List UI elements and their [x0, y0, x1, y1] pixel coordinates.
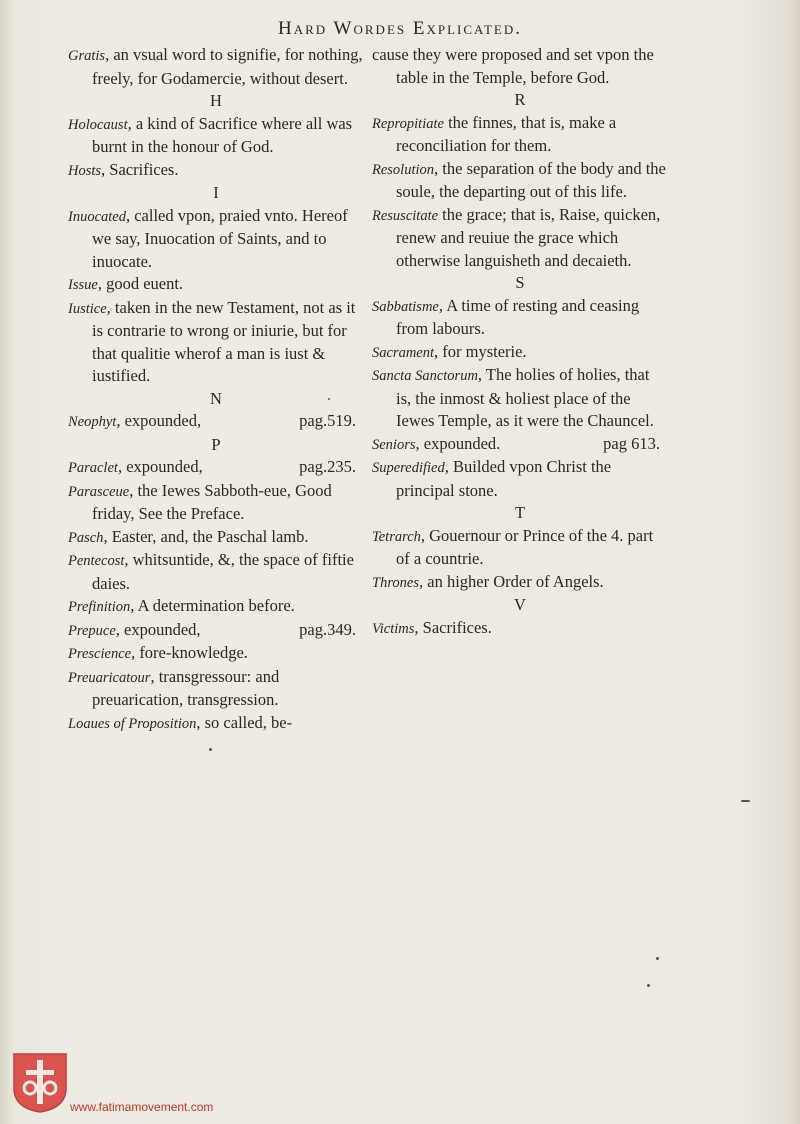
glossary-entry: [68, 273, 364, 297]
ink-speck: [647, 984, 650, 987]
glossary-entry: [68, 410, 364, 434]
glossary-term: Prescience: [68, 646, 132, 662]
right-column: [372, 44, 668, 640]
glossary-term: Prefinition: [68, 599, 131, 615]
glossary-definition: , expounded.: [415, 433, 501, 453]
section-letter: N: [210, 388, 222, 408]
section-letter: V: [514, 595, 526, 614]
glossary-definition: , Easter, and, the Paschal lamb.: [103, 526, 309, 546]
glossary-entry: [68, 595, 364, 619]
glossary-entry: [68, 619, 364, 643]
fatima-logo-icon: [12, 1052, 68, 1114]
glossary-entry: [68, 549, 364, 595]
glossary-entry: [68, 113, 364, 159]
ink-speck: [328, 398, 330, 400]
section-letter: H: [210, 91, 222, 110]
glossary-entry: [372, 204, 668, 273]
glossary-term: Seniors: [372, 436, 416, 453]
glossary-term: Prepuce: [68, 622, 116, 639]
glossary-entry: [372, 617, 668, 641]
glossary-entry: [372, 433, 668, 457]
glossary-definition: , the separation of the body and the soule, the departing out of this life.: [396, 158, 666, 201]
section-letter: I: [213, 183, 219, 202]
page-reference: pag.349.: [299, 619, 356, 639]
section-letter: S: [515, 273, 525, 292]
glossary-definition: , an higher Order of Angels.: [419, 571, 604, 591]
glossary-entry: [68, 456, 364, 480]
glossary-term: Parasceue: [68, 483, 130, 500]
glossary-definition: , called vpon, praied vnto. Hereof we say, Inuocation of Saints, and to inuocate.: [92, 205, 348, 271]
glossary-entry: [68, 480, 364, 526]
left-column: [68, 44, 364, 735]
glossary-term: Paraclet: [68, 460, 118, 476]
glossary-entry: [68, 712, 364, 736]
glossary-entry: [372, 341, 668, 365]
glossary-entry: [372, 158, 668, 204]
ink-speck: [656, 957, 659, 960]
glossary-term: Gratis: [68, 48, 106, 64]
glossary-definition: , expounded,: [115, 619, 201, 639]
glossary-definition: , a kind of Sacrifice where all was burnt in the honour of God.: [92, 113, 353, 156]
glossary-definition: , A determination before.: [130, 596, 295, 615]
glossary-term: Superedified: [372, 460, 445, 476]
glossary-term: Resolution: [372, 161, 435, 178]
glossary-term: Hosts: [68, 162, 102, 179]
page-reference: pag.519.: [299, 411, 356, 430]
glossary-definition: , Builded vpon Christ the principal stone.: [396, 457, 612, 500]
ink-speck: [209, 748, 212, 751]
glossary-definition: , A time of resting and ceasing from labours.: [396, 295, 640, 338]
glossary-entry: [372, 364, 668, 433]
glossary-term: Neophyt: [68, 414, 117, 430]
glossary-term: Inuocated: [68, 208, 126, 225]
glossary-term: Pasch: [68, 529, 104, 546]
glossary-definition: , for mysterie.: [434, 341, 527, 361]
glossary-entry: [372, 456, 668, 502]
glossary-definition: , taken in the new Testament, not as it is contrarie to wrong or iniurie, but for that qualitie wherof a man is iust & iustified.: [92, 297, 356, 385]
glossary-term: Pentecost: [68, 553, 125, 569]
watermark-link[interactable]: www.fatimamovement.com: [70, 1100, 214, 1114]
glossary-definition: , an vsual word to signifie, for nothing, freely, for Godamercie, without desert.: [92, 45, 363, 88]
glossary-term: Loaues of Proposition: [68, 715, 197, 732]
glossary-entry: [372, 44, 668, 89]
glossary-definition: , expounded,: [117, 457, 203, 476]
glossary-term: Repropitiate: [372, 115, 444, 132]
section-letter: P: [211, 434, 221, 454]
section-letter: T: [514, 503, 526, 522]
glossary-entry: [372, 295, 668, 341]
glossary-definition: , Gouernour or Prince of the 4. part of a countrie.: [396, 525, 654, 568]
glossary-definition: cause they were proposed and set vpon the table in the Temple, before God.: [372, 45, 654, 87]
glossary-entry: [372, 571, 668, 595]
glossary-term: Sacrament: [372, 344, 435, 361]
glossary-entry: [68, 642, 364, 666]
glossary-term: Resuscitate: [372, 207, 439, 224]
glossary-term: Tetrarch: [372, 528, 421, 545]
glossary-definition: , good euent.: [97, 274, 184, 293]
glossary-term: Sancta Sanctorum: [372, 368, 478, 384]
glossary-definition: , so called, be-: [196, 712, 293, 732]
glossary-definition: , fore-knowledge.: [131, 643, 248, 662]
glossary-entry: [68, 666, 364, 712]
glossary-term: Iustice: [68, 300, 107, 317]
glossary-definition: , Sacrifices.: [101, 159, 179, 179]
glossary-term: Thrones: [372, 574, 419, 591]
glossary-definition: , The holies of holies, that is, the inmost & holiest place of the Iewes Temple, as it were the Chauncel.: [396, 365, 654, 430]
glossary-term: Holocaust: [68, 116, 128, 133]
glossary-entry: [68, 159, 364, 183]
glossary-definition: , transgressour: and preuarication, transgression.: [92, 666, 280, 709]
glossary-entry: [372, 112, 668, 158]
glossary-entry: [68, 44, 364, 90]
glossary-definition: , Sacrifices.: [414, 617, 492, 637]
glossary-entry: [372, 525, 668, 571]
ink-speck: [741, 800, 750, 802]
glossary-term: Issue: [68, 277, 98, 293]
glossary-definition: , the Iewes Sabboth-eue, Good friday, See the Preface.: [92, 480, 332, 523]
glossary-term: Preuaricatour: [68, 669, 151, 686]
glossary-definition: , expounded,: [116, 411, 202, 430]
glossary-definition: , whitsuntide, &, the space of fiftie daies.: [92, 550, 354, 593]
section-letter: R: [514, 90, 526, 109]
glossary-definition: the finnes, that is, make a reconciliation for them.: [396, 112, 617, 155]
glossary-term: Sabbatisme: [372, 298, 439, 315]
page-reference: pag.235.: [299, 457, 356, 476]
page-header: Hard Wordes Explicated.: [277, 18, 522, 39]
page-reference: pag 613.: [603, 433, 660, 453]
glossary-term: Victims: [372, 620, 415, 637]
glossary-entry: [68, 205, 364, 274]
glossary-entry: [68, 526, 364, 550]
glossary-definition: the grace; that is, Raise, quicken, renew and reuiue the grace which otherwise languisheth and decaieth.: [396, 204, 661, 270]
glossary-entry: [68, 297, 364, 388]
